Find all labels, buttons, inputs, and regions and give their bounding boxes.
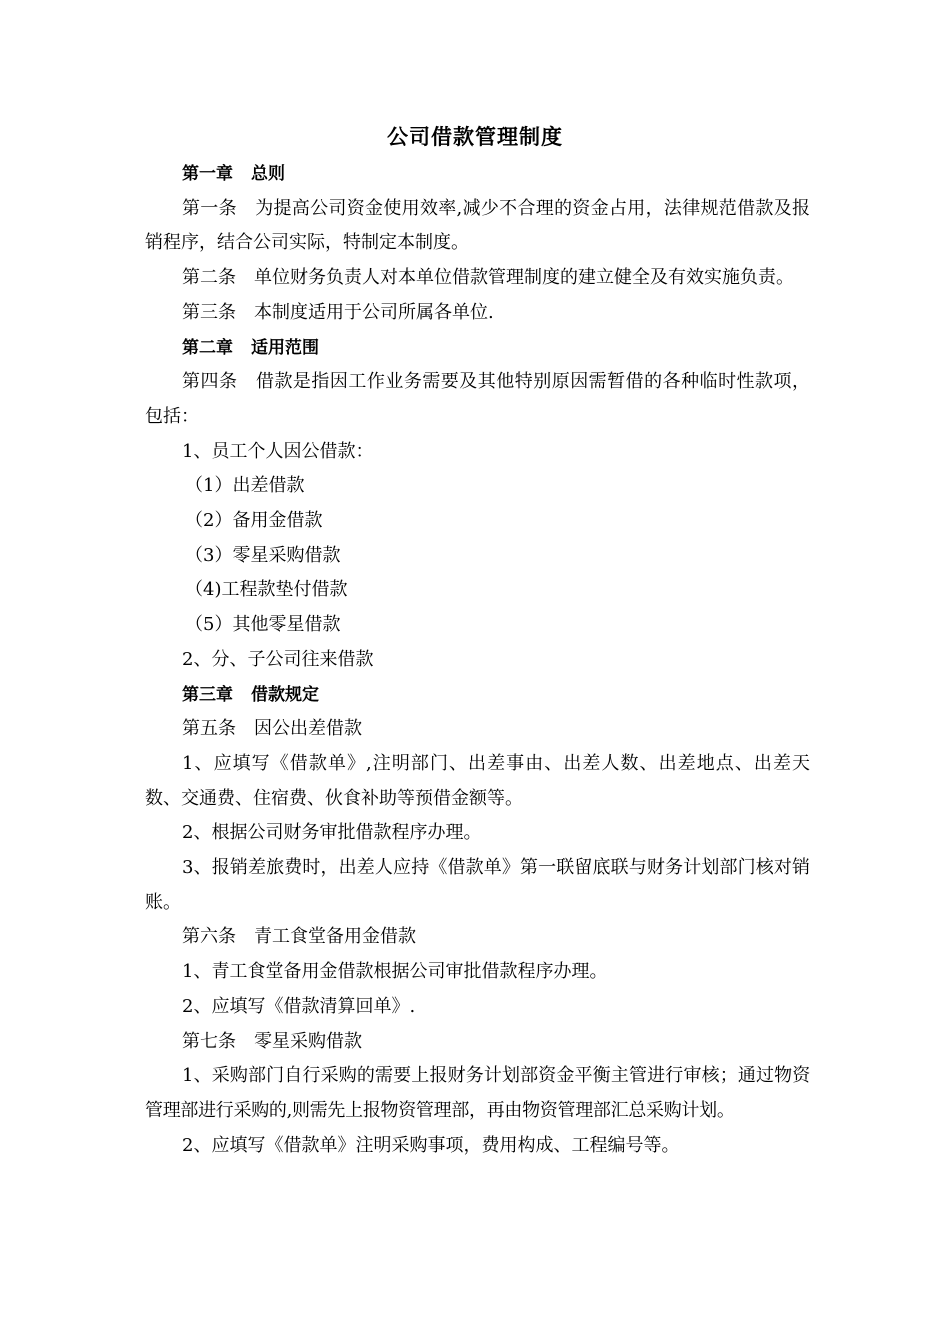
- chapter-number: 第三章: [182, 684, 233, 705]
- list-item: 1、青工食堂备用金借款根据公司审批借款程序办理。: [182, 961, 608, 983]
- list-item: 3、报销差旅费时，出差人应持《借款单》第一联留底联与财务计划部门核对销账。: [145, 857, 810, 913]
- article-number: 第二条: [182, 267, 236, 289]
- sub-list-item: （5）其他零星借款: [185, 614, 341, 636]
- chapter-heading: [145, 678, 810, 713]
- article-text: 借款是指因工作业务需要及其他特别原因需暂借的各种临时性款项，包括：: [145, 371, 811, 427]
- article-paragraph: [145, 365, 810, 434]
- chapter-number: 第二章: [182, 337, 233, 358]
- chapter-title: 适用范围: [251, 337, 319, 358]
- chapter-number: 第一章: [182, 164, 233, 184]
- list-item: 2、应填写《借款单》注明采购事项，费用构成、工程编号等。: [182, 1134, 680, 1156]
- article-number: 第五条: [182, 718, 236, 740]
- document-body: [145, 157, 810, 1163]
- article-text: 因公出差借款: [254, 718, 362, 740]
- article-paragraph: [145, 192, 810, 261]
- article-number: 第三条: [182, 301, 236, 323]
- sub-list-item: （1）出差借款: [185, 475, 305, 497]
- list-item: 2、分、子公司往来借款: [182, 648, 374, 670]
- chapter-heading: [145, 157, 810, 192]
- list-item: 2、根据公司财务审批借款程序办理。: [182, 822, 482, 844]
- article-text: 零星采购借款: [254, 1030, 362, 1052]
- article-paragraph: [145, 296, 810, 331]
- sub-list-item: （3）零星采购借款: [185, 544, 341, 566]
- list-item: 2、应填写《借款清算回单》.: [182, 995, 416, 1017]
- chapter-heading: [145, 331, 810, 366]
- article-number: 第一条: [182, 197, 237, 219]
- list-item: 1、采购部门自行采购的需要上报财务计划部资金平衡主管进行审核；通过物资管理部进行采购的,则需先上报物资管理部，再由物资管理部汇总采购计划。: [145, 1065, 810, 1121]
- article-number: 第六条: [182, 926, 236, 948]
- list-item: 1、应填写《借款单》,注明部门、出差事由、出差人数、出差地点、出差天数、交通费、住宿费、伙食补助等预借金额等。: [145, 752, 810, 809]
- article-number: 第四条: [182, 371, 238, 393]
- article-text: 青工食堂备用金借款: [254, 926, 416, 948]
- chapter-title: 总则: [251, 164, 285, 184]
- article-paragraph: [145, 1025, 810, 1060]
- article-paragraph: [145, 261, 810, 296]
- article-number: 第七条: [182, 1030, 236, 1052]
- sub-list-item: （2）备用金借款: [185, 510, 323, 532]
- list-item: 1、员工个人因公借款：: [182, 440, 374, 462]
- article-text: 本制度适用于公司所属各单位.: [254, 301, 494, 323]
- article-paragraph: [145, 712, 810, 747]
- document-title: 公司借款管理制度: [387, 125, 563, 149]
- article-text: 单位财务负责人对本单位借款管理制度的建立健全及有效实施负责。: [254, 267, 794, 289]
- sub-list-item: （4)工程款垫付借款: [185, 579, 348, 601]
- chapter-title: 借款规定: [251, 684, 319, 705]
- article-text: 为提高公司资金使用效率,减少不合理的资金占用，法律规范借款及报销程序，结合公司实际，特制定本制度。: [145, 197, 811, 254]
- article-paragraph: [145, 920, 810, 955]
